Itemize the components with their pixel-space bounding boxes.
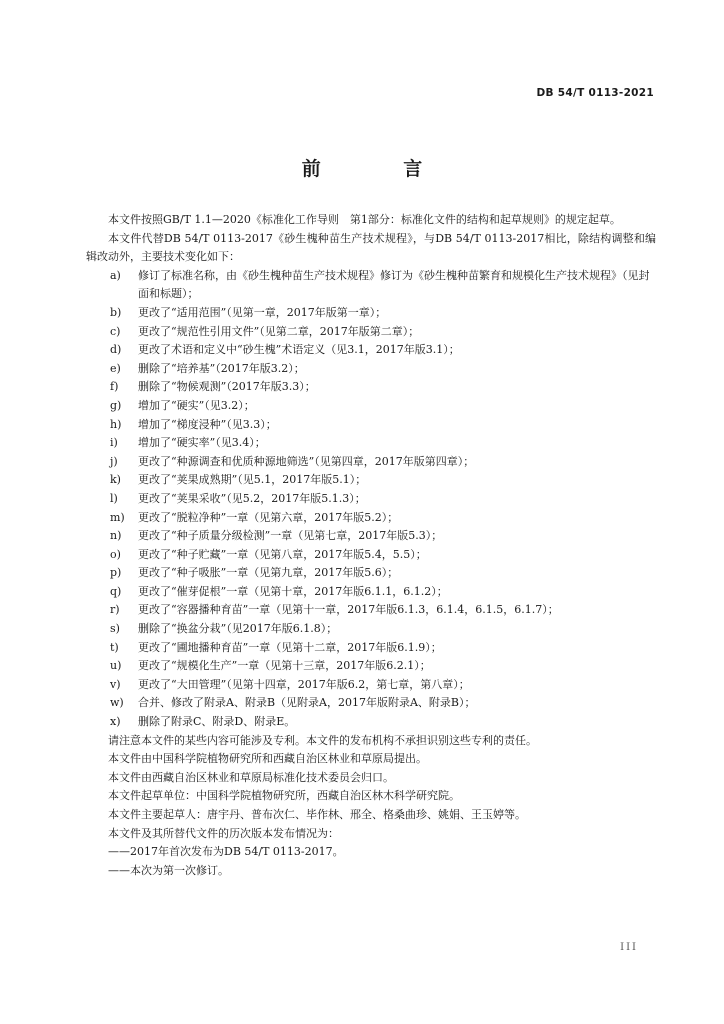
list-item	[86, 397, 656, 416]
list-marker: r)	[110, 603, 120, 617]
list-item	[86, 267, 656, 304]
list-item-text: 增加了“硬实”（见3.2）；	[138, 398, 255, 412]
list-item-text: 删除了“换盆分栽”（见2017年版6.1.8）；	[138, 622, 338, 636]
list-item	[86, 416, 656, 435]
list-item	[86, 471, 656, 490]
list-item	[86, 639, 656, 658]
list-marker: s)	[110, 622, 120, 636]
list-item	[86, 583, 656, 602]
list-item	[86, 378, 656, 397]
proposer-statement: 本文件由中国科学院植物研究所和西藏自治区林业和草原局提出。	[108, 752, 427, 766]
list-item-text: 更改了术语和定义中“砂生槐”术语定义（见3.1，2017年版3.1）；	[138, 343, 460, 357]
list-item-text: 更改了“容器播种育苗”一章（见第十一章，2017年版6.1.3，6.1.4，6.1.5，6.1.7）；	[138, 603, 559, 617]
list-marker: a)	[110, 268, 121, 282]
list-item	[86, 620, 656, 639]
version-history-item: ——2017年首次发布为DB 54/T 0113-2017。	[108, 845, 344, 859]
list-marker: n)	[110, 529, 122, 543]
list-item	[86, 304, 656, 323]
list-item-text: 更改了“脱粒净种”一章（见第六章，2017年版5.2）；	[138, 510, 399, 524]
list-marker: x)	[110, 715, 121, 729]
list-marker: h)	[110, 417, 122, 431]
list-marker: c)	[110, 324, 121, 338]
list-marker: t)	[110, 640, 119, 654]
list-item-text: 更改了“圃地播种育苗”一章（见第十二章，2017年版6.1.9）；	[138, 640, 442, 654]
list-item	[86, 713, 656, 732]
list-item	[86, 546, 656, 565]
list-item-text: 删除了“培养基”（2017年版3.2）；	[138, 361, 305, 375]
list-marker: m)	[110, 510, 125, 524]
page-number: III	[620, 942, 638, 953]
list-marker: b)	[110, 305, 122, 319]
list-item-text: 更改了“种源调查和优质种源地筛选”（见第四章，2017年版第四章）；	[138, 454, 475, 468]
page-title: 前 言	[301, 158, 461, 180]
list-item	[86, 509, 656, 528]
list-item-text: 更改了“规模化生产”一章（见第十三章，2017年版6.2.1）；	[138, 659, 431, 673]
list-marker: j)	[110, 454, 118, 468]
list-item	[86, 676, 656, 695]
list-item-text: 更改了“适用范围”（见第一章，2017年版第一章）；	[138, 305, 387, 319]
document-body	[86, 211, 656, 880]
list-item-text: 更改了“种子质量分级检测”一章（见第七章，2017年版5.3）；	[138, 529, 443, 543]
list-marker: l)	[110, 491, 118, 505]
list-item	[86, 360, 656, 379]
list-marker: v)	[110, 677, 121, 691]
list-item-text: 更改了“大田管理”（见第十四章，2017年版6.2，第七章，第八章）；	[138, 677, 470, 691]
list-marker: u)	[110, 659, 122, 673]
drafting-units: 本文件起草单位：中国科学院植物研究所，西藏自治区林木科学研究院。	[108, 789, 460, 803]
standard-number: DB 54/T 0113-2021	[536, 87, 654, 99]
list-item	[86, 527, 656, 546]
paragraph-replacement-note: 本文件代替DB 54/T 0113-2017《砂生槐种苗生产技术规程》，与DB 54/T 0113-2017相比，除结构调整和编辑改动外，主要技术变化如下：	[86, 231, 656, 264]
list-marker: d)	[110, 343, 122, 357]
list-item-text: 删除了附录C、附录D、附录E。	[138, 715, 296, 729]
list-item-text: 更改了“荚果采收”（见5.2，2017年版5.1.3）；	[138, 491, 366, 505]
list-item-text: 删除了“物候观测”（2017年版3.3）；	[138, 380, 316, 394]
main-drafters: 本文件主要起草人：唐宇丹、普布次仁、毕作林、邢全、格桑曲珍、姚娟、王玉婷等。	[108, 808, 526, 821]
list-item	[86, 490, 656, 509]
list-item	[86, 341, 656, 360]
list-item-text: 更改了“规范性引用文件”（见第二章，2017年版第二章）；	[138, 324, 420, 338]
patent-notice: 请注意本文件的某些内容可能涉及专利。本文件的发布机构不承担识别这些专利的责任。	[108, 733, 537, 747]
list-item-text: 更改了“荚果成熟期”（见5.1，2017年版5.1）；	[138, 473, 367, 487]
list-item	[86, 564, 656, 583]
list-item	[86, 453, 656, 472]
list-marker: e)	[110, 361, 121, 375]
changes-list	[86, 267, 656, 732]
version-history-item: ——本次为第一次修订。	[108, 863, 229, 877]
list-item-text: 修订了标准名称，由《砂生槐种苗生产技术规程》修订为《砂生槐种苗繁育和规模化生产技术规程》（见封面和标题）；	[138, 268, 650, 301]
list-marker: w)	[110, 696, 124, 710]
list-item-text: 增加了“硬实率”（见3.4）；	[138, 436, 266, 450]
list-marker: k)	[110, 473, 121, 487]
list-item-text: 更改了“种子贮藏”一章（见第八章，2017年版5.4，5.5）；	[138, 547, 427, 561]
list-item-text: 增加了“梯度浸种”（见3.3）；	[138, 417, 277, 431]
list-item	[86, 434, 656, 453]
list-item-text: 更改了“催芽促根”一章（见第十章，2017年版6.1.1，6.1.2）；	[138, 584, 448, 598]
list-marker: f)	[110, 380, 119, 394]
list-item	[86, 657, 656, 676]
list-item	[86, 694, 656, 713]
administrator-statement: 本文件由西藏自治区林业和草原局标准化技术委员会归口。	[108, 770, 394, 784]
list-item-text: 更改了“种子吸胀”一章（见第九章，2017年版5.6）；	[138, 566, 399, 580]
list-marker: o)	[110, 547, 121, 561]
list-marker: p)	[110, 566, 122, 580]
list-marker: q)	[110, 584, 122, 598]
list-marker: i)	[110, 436, 118, 450]
paragraph-drafting-rules: 本文件按照GB/T 1.1—2020《标准化工作导则 第1部分：标准化文件的结构和起草规则》的规定起草。	[108, 213, 621, 226]
list-item	[86, 323, 656, 342]
list-item-text: 合并、修改了附录A、附录B（见附录A，2017年版附录A、附录B）；	[138, 696, 476, 710]
list-item	[86, 601, 656, 620]
version-history-intro: 本文件及其所替代文件的历次版本发布情况为：	[108, 826, 339, 840]
list-marker: g)	[110, 398, 122, 412]
